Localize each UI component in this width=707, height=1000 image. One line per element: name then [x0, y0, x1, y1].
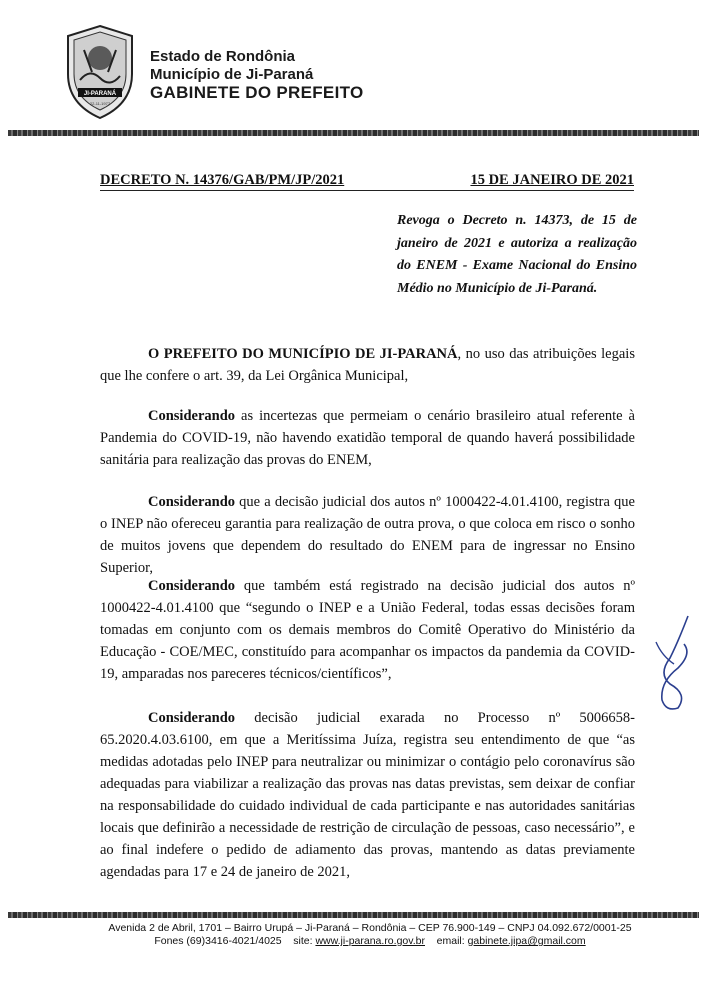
- state-name: Estado de Rondônia: [150, 48, 296, 65]
- considering-text-3: que também está registrado na decisão judicial dos autos nº 1000422-4.01.4100 que “segundo o INEP e a União Federal, todas essas decisões foram tomadas em conjunto com os demais membros do Comitê Operativo do Ministério da Educação - COE/MEC, constituído para acompanhar os impactos da pandemia da COVID-19, amparadas nos pareceres técnicos/científicos”,: [100, 578, 635, 682]
- header-divider: [8, 130, 699, 136]
- considering-paragraph-4: [100, 707, 635, 883]
- considering-text-4: decisão judicial exarada no Processo nº 5006658-65.2020.4.03.6100, em que a Meritíssima Juíza, registra seu entendimento de que “as medidas adotadas pelo INEP para neutralizar ou minimizar o contágio pelo coronavírus são adequadas para viabilizar a realização das provas nas datas previstas, sem deixar de confiar na responsabilidade do cuidado individual de cada participante e nas autoridades sanitárias locais que definirão a necessidade de restrição de circulação de pessoas, caso necessário”, e ao final indefere o pedido de adiamento das provas, mantendo as datas previamente agendadas para 17 e 24 de janeiro de 2021,: [100, 710, 635, 880]
- office-name: GABINETE DO PREFEITO: [150, 83, 364, 102]
- footer-phones: Fones (69)3416-4021/4025: [154, 935, 282, 947]
- municipality-name: Município de Ji-Paraná: [150, 66, 314, 83]
- footer-site-label: site:: [293, 935, 313, 947]
- footer-site-link[interactable]: www.ji-parana.ro.gov.br: [315, 935, 425, 947]
- considering-label: Considerando: [148, 710, 236, 726]
- municipal-seal-logo: [62, 22, 138, 122]
- preamble-text: , no uso das atribuições legais que lhe confere o art. 39, da Lei Orgânica Municipal,: [100, 346, 635, 384]
- footer-contacts: [60, 935, 680, 948]
- seal-date: 22-11-1977: [89, 101, 111, 106]
- seal-banner: JI-PARANÁ: [83, 91, 117, 97]
- decree-summary: Revoga o Decreto n. 14373, de 15 de janeiro de 2021 e autoriza a realização do ENEM - Exame Nacional do Ensino Médio no Município de Ji-Paraná.: [397, 213, 637, 296]
- decree-number: DECRETO N. 14376/GAB/PM/JP/2021: [100, 172, 345, 188]
- mayor-title: O PREFEITO DO MUNICÍPIO DE JI-PARANÁ: [148, 346, 458, 362]
- considering-label: Considerando: [148, 578, 236, 594]
- considering-text-2: que a decisão judicial dos autos nº 1000422-4.01.4100, registra que o INEP não ofereceu garantia para realização de outra prova, o que coloca em risco o sonho de muitos jovens que dependem do resultado do ENEM para de ingressar no Ensino Superior,: [100, 494, 635, 576]
- considering-paragraph-1: [100, 405, 635, 471]
- considering-text-1: as incertezas que permeiam o cenário brasileiro atual referente à Pandemia do COVID-19, não havendo exatidão temporal de quando haverá possibilidade sanitária para realização das provas do ENEM,: [100, 408, 635, 468]
- considering-label: Considerando: [148, 494, 236, 510]
- footer-email-link[interactable]: gabinete.jipa@gmail.com: [467, 935, 586, 947]
- letterhead: [150, 48, 364, 102]
- decree-title-line: [100, 172, 634, 191]
- considering-paragraph-2: [100, 491, 635, 579]
- decree-date: 15 DE JANEIRO DE 2021: [470, 172, 634, 188]
- handwritten-initials: [648, 612, 698, 712]
- footer-divider: [8, 912, 699, 918]
- footer-email-label: email:: [436, 935, 465, 947]
- considering-paragraph-3: [100, 575, 635, 685]
- footer-address: Avenida 2 de Abril, 1701 – Bairro Urupá – Ji-Paraná – Rondônia – CEP 76.900-149 – CNPJ 04.092.672/0001-25: [108, 922, 632, 934]
- preamble-paragraph: [100, 343, 635, 387]
- page-footer: [60, 922, 680, 948]
- considering-label: Considerando: [148, 408, 236, 424]
